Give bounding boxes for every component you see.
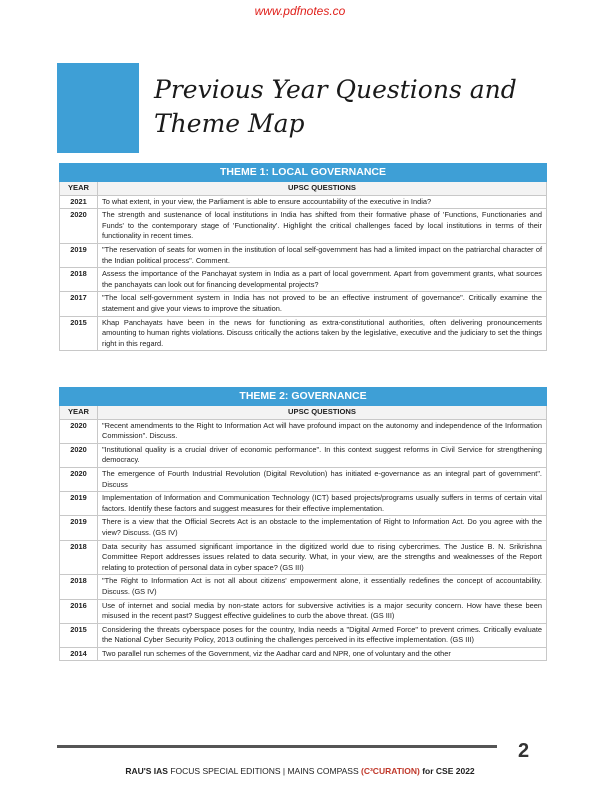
- footer-text: FOCUS SPECIAL EDITIONS | MAINS COMPASS: [167, 766, 361, 776]
- question-text: Assess the importance of the Panchayat system in India as a part of local government. Apart from government grants, what sources the panchayats can look out for financing developmental projects?: [98, 268, 547, 292]
- question-text: To what extent, in your view, the Parliament is able to ensure accountability of the executive in India?: [98, 195, 547, 209]
- theme-title: THEME 1: LOCAL GOVERNANCE: [60, 164, 547, 182]
- footer-divider: [57, 745, 497, 748]
- question-text: There is a view that the Official Secrets Act is an obstacle to the implementation of Right to Information Act. Do you agree with the view? Discuss. (GS IV): [98, 516, 547, 540]
- question-year: 2015: [60, 623, 98, 647]
- question-row: [60, 540, 547, 575]
- question-row: [60, 268, 547, 292]
- question-row: [60, 516, 547, 540]
- question-year: 2014: [60, 647, 98, 661]
- question-row: [60, 492, 547, 516]
- question-text: "The local self-government system in India has not proved to be an effective instrument of governance". Critically examine the statement and give your views to improve the situation.: [98, 292, 547, 316]
- question-text: The strength and sustenance of local institutions in India has shifted from their formative phase of 'Functions, Functionaries and Funds' to the contemporary stage of 'Functionality'. Highlight the critical challenges faced by local institutions in terms of their functionality in recent times.: [98, 209, 547, 244]
- question-year: 2017: [60, 292, 98, 316]
- question-year: 2019: [60, 492, 98, 516]
- banner-accent-bar: [57, 63, 139, 153]
- question-row: [60, 292, 547, 316]
- title-banner: [57, 63, 540, 153]
- question-year: 2020: [60, 209, 98, 244]
- footer-curation: (C³CURATION): [361, 766, 420, 776]
- question-year: 2020: [60, 419, 98, 443]
- column-header-questions: UPSC QUESTIONS: [98, 406, 547, 420]
- question-row: [60, 467, 547, 491]
- question-text: "Institutional quality is a crucial driver of economic performance". In this context suggest reforms in Civil Service for strengthening democracy.: [98, 443, 547, 467]
- question-row: [60, 316, 547, 351]
- title-line-1: Previous Year Questions and: [154, 75, 517, 104]
- question-text: Implementation of Information and Communication Technology (ICT) based projects/programs usually suffers in terms of certain vital factors. Identify these factors and suggest measures for their effective implementation.: [98, 492, 547, 516]
- question-text: Two parallel run schemes of the Government, viz the Aadhar card and NPR, one of voluntary and the other: [98, 647, 547, 661]
- question-year: 2020: [60, 467, 98, 491]
- question-year: 2015: [60, 316, 98, 351]
- question-text: "Recent amendments to the Right to Information Act will have profound impact on the autonomy and independence of the Information Commission". Discuss.: [98, 419, 547, 443]
- column-header-year: YEAR: [60, 406, 98, 420]
- question-year: 2018: [60, 540, 98, 575]
- theme-title: THEME 2: GOVERNANCE: [60, 388, 547, 406]
- question-row: [60, 209, 547, 244]
- question-year: 2018: [60, 575, 98, 599]
- question-row: [60, 419, 547, 443]
- question-row: [60, 195, 547, 209]
- question-row: [60, 243, 547, 267]
- question-year: 2020: [60, 443, 98, 467]
- theme-2-table: [59, 387, 547, 661]
- footer-suffix: for CSE 2022: [419, 766, 475, 776]
- page-number: 2: [518, 740, 530, 762]
- question-text: The emergence of Fourth Industrial Revolution (Digital Revolution) has initiated e-governance as an integral part of government". Discuss: [98, 467, 547, 491]
- question-year: 2021: [60, 195, 98, 209]
- question-text: "The reservation of seats for women in the institution of local self-government has had a limited impact on the patriarchal character of the Indian political process". Comment.: [98, 243, 547, 267]
- question-text: Use of internet and social media by non-state actors for subversive activities is a major security concern. How have these been misused in the recent past? Suggest effective guidelines to curb the above threat. (GS III): [98, 599, 547, 623]
- question-row: [60, 623, 547, 647]
- source-url[interactable]: www.pdfnotes.co: [254, 4, 346, 18]
- column-header-year: YEAR: [60, 182, 98, 196]
- question-row: [60, 647, 547, 661]
- question-year: 2016: [60, 599, 98, 623]
- theme-1-table: [59, 163, 547, 351]
- question-row: [60, 599, 547, 623]
- question-year: 2019: [60, 516, 98, 540]
- page-title: [139, 63, 517, 153]
- title-line-2: Theme Map: [154, 109, 305, 138]
- question-year: 2018: [60, 268, 98, 292]
- footer: [0, 766, 600, 776]
- question-text: Data security has assumed significant importance in the digitized world due to rising cybercrimes. The Justice B. N. Srikrishna Committee Report addresses issues related to data security. What, in your view, are the strengths and weaknesses of the Report relating to protection of personal data in cyber space? (GS III): [98, 540, 547, 575]
- question-year: 2019: [60, 243, 98, 267]
- question-row: [60, 443, 547, 467]
- question-text: "The Right to Information Act is not all about citizens' empowerment alone, it essentially redefines the concept of accountability. Discuss. (GS IV): [98, 575, 547, 599]
- column-header-questions: UPSC QUESTIONS: [98, 182, 547, 196]
- question-text: Khap Panchayats have been in the news for functioning as extra-constitutional authorities, often delivering pronouncements amounting to human rights violations. Discuss critically the actions taken by the legislative, executive and the judiciary to set the things right in this regard.: [98, 316, 547, 351]
- question-row: [60, 575, 547, 599]
- footer-brand: RAU'S IAS: [125, 766, 168, 776]
- question-text: Considering the threats cyberspace poses for the country, India needs a "Digital Armed Force" to prevent crimes. Critically evaluate the National Cyber Security Policy, 2013 outlining the challenges perceived in its effective implementation. (GS III): [98, 623, 547, 647]
